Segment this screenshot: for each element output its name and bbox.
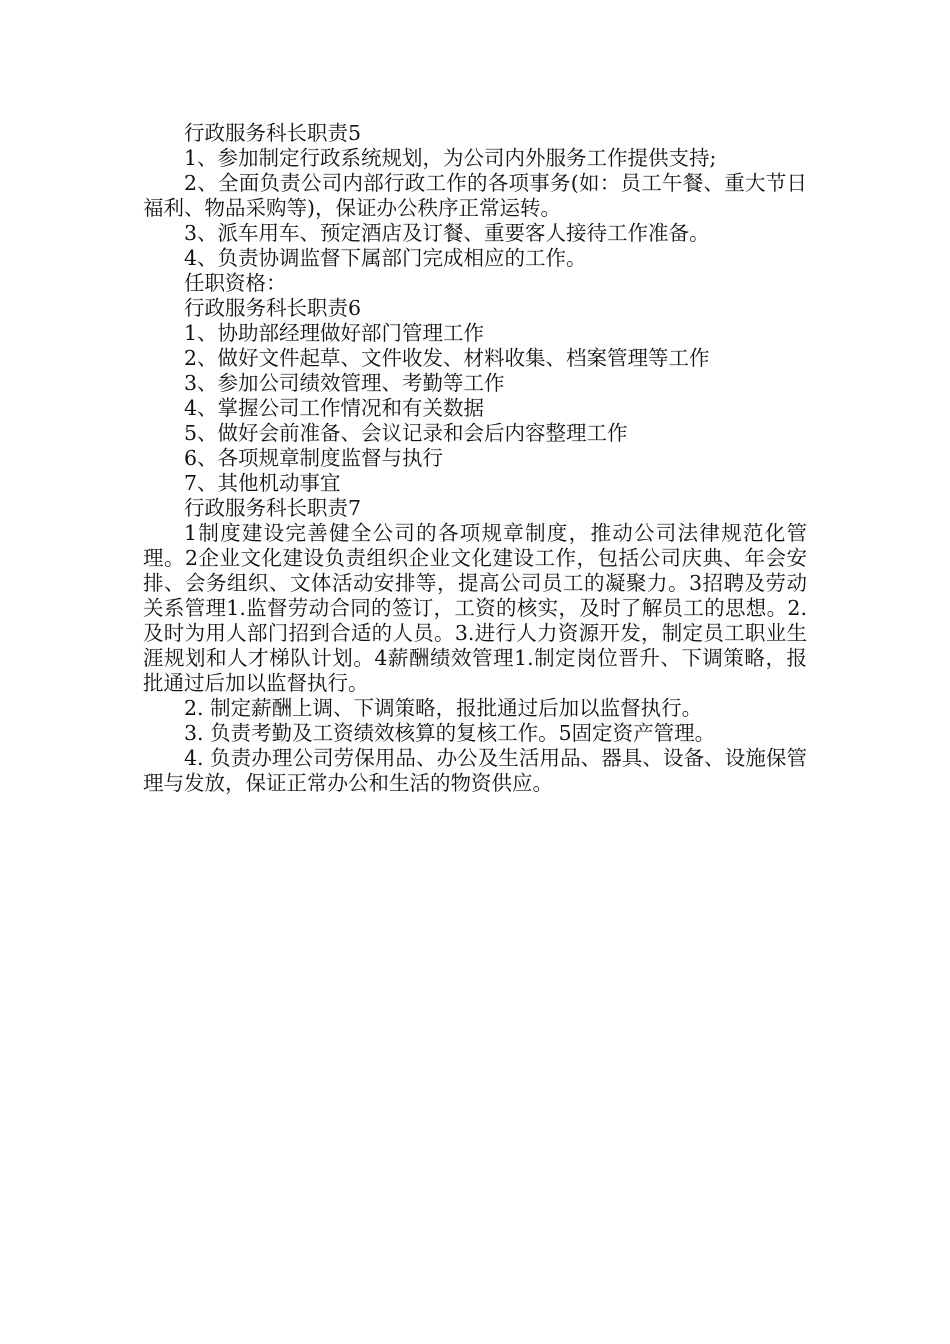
list-item: 2、做好文件起草、文件收发、材料收集、档案管理等工作	[184, 346, 710, 370]
heading-duty-6: 行政服务科长职责6	[184, 296, 362, 320]
list-item: 1、协助部经理做好部门管理工作	[184, 321, 485, 345]
document-body	[143, 121, 807, 796]
heading-duty-7: 行政服务科长职责7	[184, 496, 362, 520]
list-item: 2. 制定薪酬上调、下调策略，报批通过后加以监督执行。	[184, 696, 703, 720]
list-item: 4. 负责办理公司劳保用品、办公及生活用品、器具、设备、设施保管理与发放，保证正常办公和生活的物资供应。	[143, 746, 807, 795]
list-item: 1、参加制定行政系统规划，为公司内外服务工作提供支持;	[184, 146, 717, 170]
list-item: 7、其他机动事宜	[184, 471, 341, 495]
list-item: 4、负责协调监督下属部门完成相应的工作。	[184, 246, 587, 270]
list-item: 4、掌握公司工作情况和有关数据	[184, 396, 485, 420]
qualifications-heading: 任职资格：	[184, 271, 287, 295]
list-item: 3. 负责考勤及工资绩效核算的复核工作。5固定资产管理。	[184, 721, 716, 745]
heading-duty-5: 行政服务科长职责5	[184, 121, 362, 145]
list-item: 2、全面负责公司内部行政工作的各项事务(如：员工午餐、重大节日福利、物品采购等)，保证办公秩序正常运转。	[143, 171, 807, 220]
list-item: 5、做好会前准备、会议记录和会后内容整理工作	[184, 421, 628, 445]
body-paragraph: 1制度建设完善健全公司的各项规章制度，推动公司法律规范化管理。2企业文化建设负责组织企业文化建设工作，包括公司庆典、年会安排、会务组织、文体活动安排等，提高公司员工的凝聚力。3招聘及劳动关系管理1.监督劳动合同的签订，工资的核实，及时了解员工的思想。2.及时为用人部门招到合适的人员。3.进行人力资源开发，制定员工职业生涯规划和人才梯队计划。4薪酬绩效管理1.制定岗位晋升、下调策略，报批通过后加以监督执行。	[143, 521, 807, 695]
list-item: 6、各项规章制度监督与执行	[184, 446, 444, 470]
list-item: 3、参加公司绩效管理、考勤等工作	[184, 371, 505, 395]
list-item: 3、派车用车、预定酒店及订餐、重要客人接待工作准备。	[184, 221, 710, 245]
